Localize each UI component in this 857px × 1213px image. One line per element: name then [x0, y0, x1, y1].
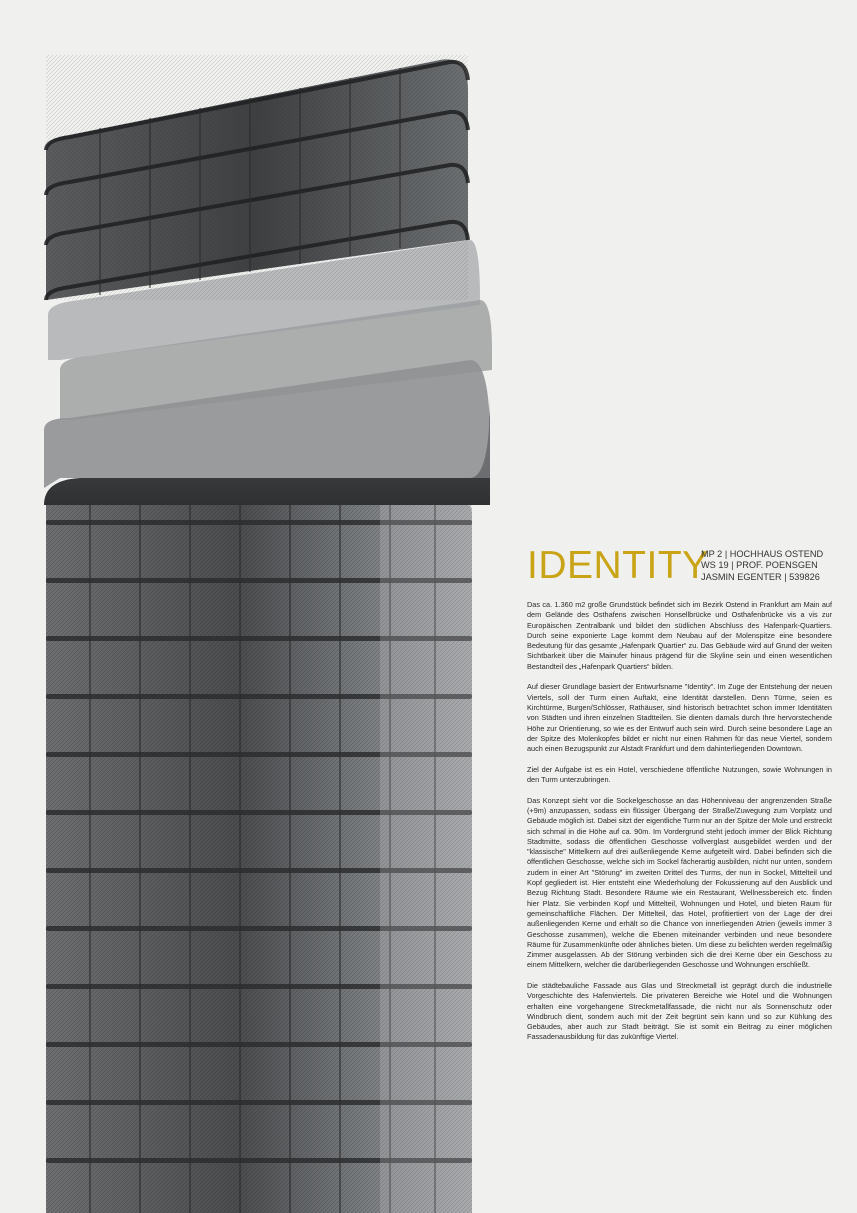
paragraph-goal: Ziel der Aufgabe ist es ein Hotel, verschiedene öffentliche Nutzungen, sowie Wohnungen in den Turm unterzubringen. [527, 764, 832, 785]
project-meta [701, 549, 823, 583]
project-title: IDENTITY [527, 544, 709, 587]
description-text [527, 600, 832, 1053]
glass-band [380, 505, 472, 1213]
title-block [527, 546, 837, 586]
meta-semester: WS 19 | PROF. POENSGEN [701, 560, 818, 571]
paragraph-site: Das ca. 1.360 m2 große Grundstück befindet sich im Bezirk Ostend in Frankfurt am Main auf dem Gelände des Osthafens zwischen Honsellbrücke und Osthafenbrücke vis a vis zur Europäischen Zentralbank und bildet den südlichen Abschluss des Hafenpark-Quartiers. Durch seine exponierte Lage kommt dem Neubau auf der Molenspitze eine besondere Bedeutung für das gesamte „Hafenpark Quartier“ zu. Das Gebäude wird auf Grund der weiten Sichtbarkeit über die Mainufer hinaus prägend für die Skyline sein und einen wesentlichen Bestandteil des „Hafenpark Quartiers“ bilden. [527, 600, 832, 671]
paragraph-facade: Die städtebauliche Fassade aus Glas und Streckmetall ist geprägt durch die industrielle Vorgeschichte des Hafenviertels. Die privateren Bereiche wie Hotel und die Wohnungen erhalten eine vorgehangene Streckmetallfassade, die nicht nur als Sonnenschutz oder Windbruch dient, sondern auch mit der Zeit begrünt sein kann und so zur Kühlung des Gebäudes, aber auch zur Stadt beiträgt. Sie ist somit ein Beitrag zu einer möglichen Fassadenausbildung für das zukünftige Viertel. [527, 980, 832, 1042]
paragraph-concept: Das Konzept sieht vor die Sockelgeschosse an das Höhenniveau der angrenzenden Straße (+9m) anzupassen, sodass ein flüssiger Übergang der Straße/Zuwegung zum Vorplatz und Gebäude möglich ist. Dabei sitzt der eigentliche Turm nur an der Spitze der Mole und erstreckt sich schmal in die Höhe auf ca. 90m. Im Vordergrund steht jedoch immer der Blick Richtung Stadtmitte, sodass die öffentlichen Geschosse vollverglast ausgebildet werden und der "klassische" Mittelkern auf drei außenliegende Kerne aufgeteilt wird. Dabei befinden sich die öffentlichen Geschosse, welche sich im Sockel fächerartig ausbilden, nicht nur unten, sondern zudem in einer Art "Störung" im zweiten Drittel des Turms, der nun in Sockel, Mittelteil und Kopf gegliedert ist. Hier entsteht eine Wiederholung der Fokussierung auf den Ausblick und Bezug Richtung Stadt. Besondere Räume wie ein Restaurant, Wellnessbereich etc. finden hier Platz. Sie verbinden Kopf und Mittelteil, Wohnungen und Hotel, und bieten Raum für gemeinschaftliche Flächen. Der Mittelteil, das Hotel, profitiertiert von der Lage der drei außenliegenden Kerne und erhält so die Chance von innerliegenden Atrien (jeweils immer 3 Geschosse zusammen), welche die Ebenen miteinander verbinden und neue besondere Räume für Zusammenkünfte oder ähnliches bieten. Um diese zu belichten werden regelmäßig Zimmer ausgelassen. Ab der Störung verbinden sich die drei Kerne über ein Geschoss zu einem Mittelkern, welcher die darüberliegenden Geschosse und Wohnungen erschließt. [527, 795, 832, 970]
paragraph-identity: Auf dieser Grundlage basiert der Entwurfsname "Identity". Im Zuge der Entstehung der neuen Viertels, soll der Turm einen Auftakt, eine Identität darstellen. Denn Türme, seien es Kirchtürme, Burgen/Schlösser, Rathäuser, sind historisch betrachtet schon immer Identitäten von Städten und ihren einzelnen Stadtteilen. Sie dienten damals durch Ihre hervorstechende Höhe zur Orientierung, so wie es der Entwurf auch sein wird. Durch seine besondere Lage an der Spitze des Molenkopfes bildet er nicht nur einen Rahmen für das neue Viertel, sondern auch einen Bezugspunkt zur Alstadt Frankfurt und dem dahinterliegenden Downtown. [527, 682, 832, 754]
head-mesh [46, 55, 468, 300]
meta-course: MP 2 | HOCHHAUS OSTEND [701, 549, 824, 559]
meta-author: JASMIN EGENTER | 539826 [701, 571, 820, 582]
